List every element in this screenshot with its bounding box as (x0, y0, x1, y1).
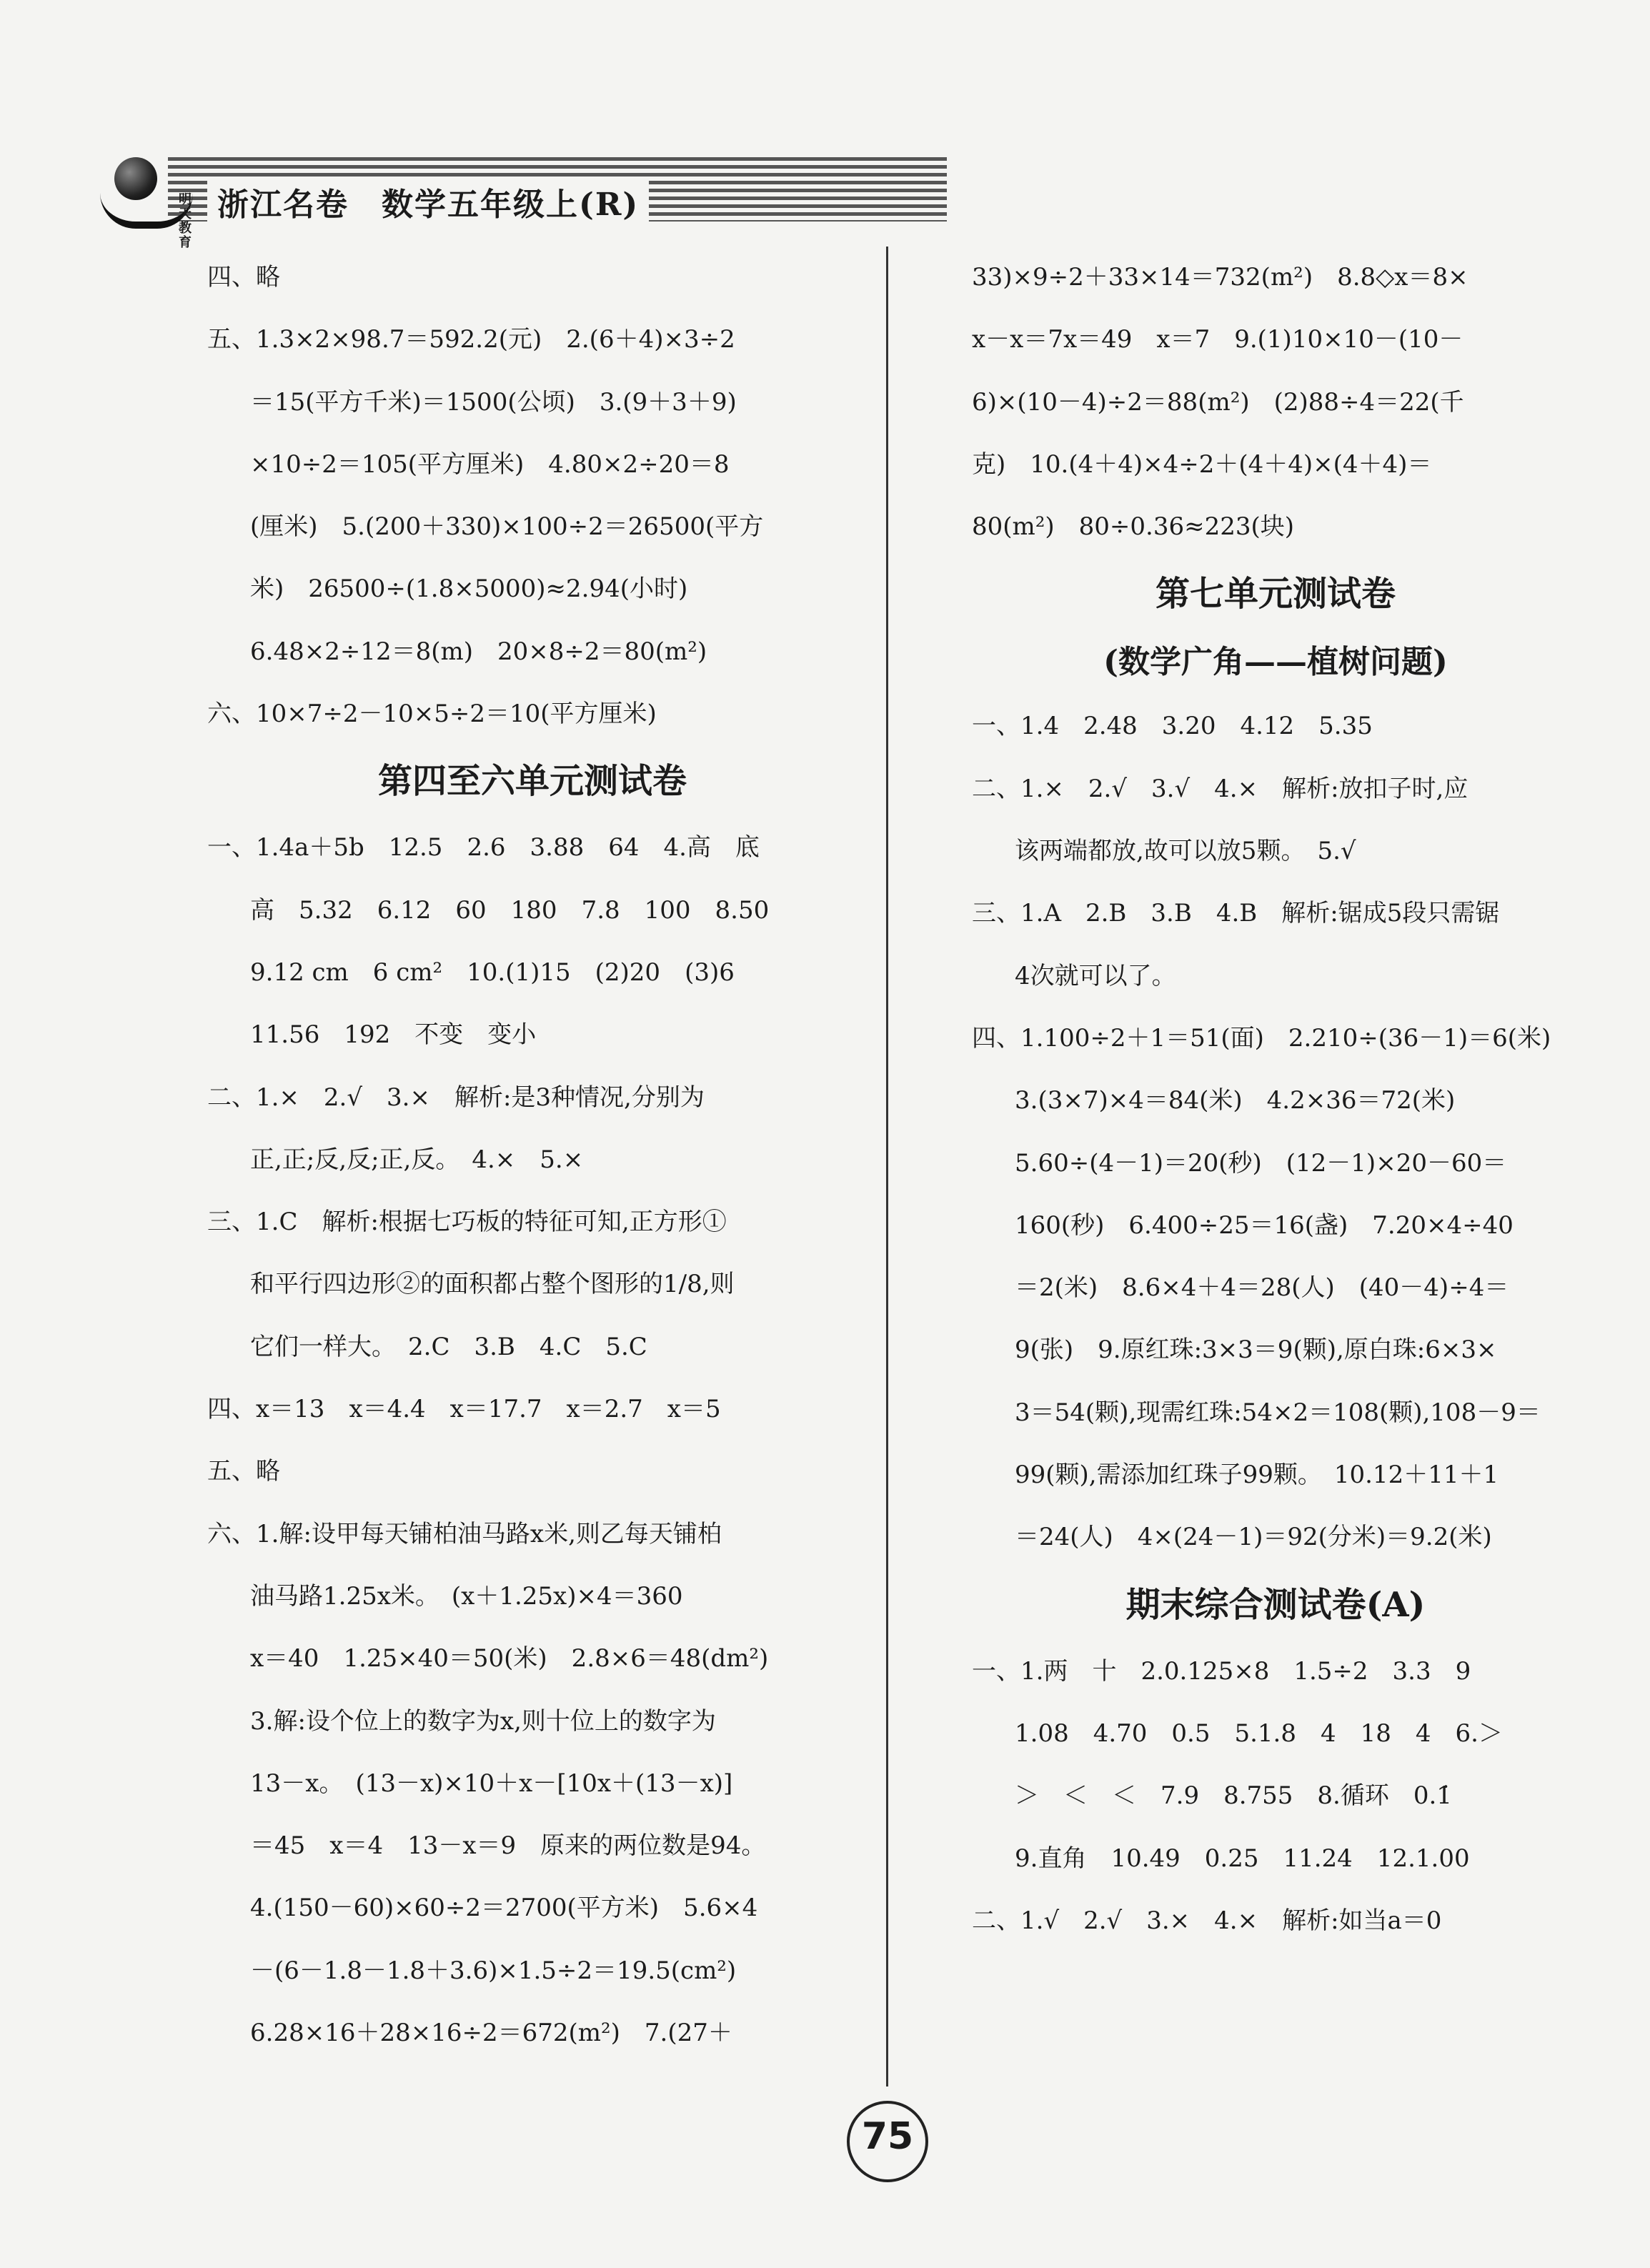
answer-line: 正,正;反,反;正,反。 4.× 5.× (250, 1145, 584, 1174)
answer-line: 四、x＝13 x＝4.4 x＝17.7 x＝2.7 x＝5 (207, 1395, 721, 1424)
answer-line: 4.(150－60)×60÷2＝2700(平方米) 5.6×4 (250, 1894, 758, 1923)
answer-line: 五、1.3×2×98.7＝592.2(元) 2.(6＋4)×3÷2 (207, 325, 735, 354)
section-title: 第四至六单元测试卷 (377, 761, 687, 802)
answer-line: 二、1.√ 2.√ 3.× 4.× 解析:如当a＝0 (972, 1906, 1442, 1935)
answer-line: 3.(3×7)×4＝84(米) 4.2×36＝72(米) (1015, 1086, 1456, 1115)
answer-line: 6)×(10－4)÷2＝88(m²) (2)88÷4＝22(千 (972, 387, 1464, 417)
answer-line: 一、1.两 十 2.0.125×8 1.5÷2 3.3 9 (972, 1656, 1471, 1686)
answer-line: 三、1.C 解析:根据七巧板的特征可知,正方形① (207, 1208, 727, 1237)
answer-line: ＝45 x＝4 13－x＝9 原来的两位数是94。 (250, 1831, 766, 1861)
section-subtitle: (数学广角——植树问题) (1103, 644, 1448, 681)
header-title: 浙江名卷 数学五年级上(R) (207, 179, 649, 224)
running-header (100, 143, 943, 250)
answer-line: ＝24(人) 4×(24－1)＝92(分米)＝9.2(米) (1015, 1523, 1492, 1552)
answer-line: 5.60÷(4－1)＝20(秒) (12－1)×20－60＝ (1015, 1148, 1507, 1178)
answer-line: x－x＝7x＝49 x＝7 9.(1)10×10－(10－ (972, 325, 1463, 354)
answer-line: 六、1.解:设甲每天铺柏油马路x米,则乙每天铺柏 (207, 1519, 722, 1548)
page-number: 75 (861, 2115, 914, 2158)
logo-subtitle: 明天教育 (179, 192, 192, 250)
answer-line: 9.直角 10.49 0.25 11.24 12.1.00 (1015, 1844, 1470, 1873)
answer-line: ＝15(平方千米)＝1500(公顷) 3.(9＋3＋9) (250, 387, 737, 417)
answer-line: 9(张) 9.原红珠:3×3＝9(颗),原白珠:6×3× (1015, 1336, 1497, 1365)
answer-line: 6.48×2÷12＝8(m) 20×8÷2＝80(m²) (250, 637, 707, 666)
column-divider (886, 247, 888, 2087)
answer-line: 四、略 (207, 263, 280, 292)
answer-line: ×10÷2＝105(平方厘米) 4.80×2÷20＝8 (250, 449, 730, 479)
answer-line: (厘米) 5.(200＋330)×100÷2＝26500(平方 (250, 512, 764, 542)
answer-line: 160(秒) 6.400÷25＝16(盏) 7.20×4÷40 (1015, 1210, 1514, 1240)
answer-line: 9.12 cm 6 cm² 10.(1)15 (2)20 (3)6 (250, 958, 735, 987)
answer-line: 13－x。 (13－x)×10＋x－[10x＋(13－x)] (250, 1769, 733, 1798)
section-title: 第七单元测试卷 (1155, 574, 1396, 615)
answer-line: ＞ ＜ ＜ 7.9 8.755 8.循环 0.1̇ (1015, 1781, 1452, 1811)
answer-line: 油马路1.25x米。 (x＋1.25x)×4＝360 (250, 1581, 683, 1611)
answer-line: ＝2(米) 8.6×4＋4＝28(人) (40－4)÷4＝ (1015, 1273, 1509, 1303)
answer-line: 80(m²) 80÷0.36≈223(块) (972, 512, 1295, 542)
answer-line: 4次就可以了。 (1015, 961, 1176, 990)
answer-line: 它们一样大。 2.C 3.B 4.C 5.C (250, 1332, 647, 1361)
answer-line: 三、1.A 2.B 3.B 4.B 解析:锯成5段只需锯 (972, 899, 1500, 928)
answer-line: 五、略 (207, 1457, 280, 1486)
answer-line: 3.解:设个位上的数字为x,则十位上的数字为 (250, 1706, 716, 1736)
section-title: 期末综合测试卷(A) (1125, 1584, 1426, 1625)
answer-line: 3＝54(颗),现需红珠:54×2＝108(颗),108－9＝ (1015, 1398, 1541, 1427)
left-column (207, 247, 858, 2064)
answer-line: x＝40 1.25×40＝50(米) 2.8×6＝48(dm²) (250, 1644, 769, 1673)
answer-line: 二、1.× 2.√ 3.× 解析:是3种情况,分别为 (207, 1083, 705, 1112)
answer-line: 一、1.4a＋5b 12.5 2.6 3.88 64 4.高 底 (207, 833, 760, 862)
answer-line: 六、10×7÷2－10×5÷2＝10(平方厘米) (207, 700, 657, 729)
answer-line: 二、1.× 2.√ 3.√ 4.× 解析:放扣子时,应 (972, 774, 1468, 803)
answer-line: 四、1.100÷2＋1＝51(面) 2.210÷(36－1)＝6(米) (972, 1023, 1551, 1053)
answer-line: 和平行四边形②的面积都占整个图形的1/8,则 (250, 1270, 735, 1299)
answer-line: 米) 26500÷(1.8×5000)≈2.94(小时) (250, 575, 688, 604)
answer-line: 99(颗),需添加红珠子99颗。 10.12＋11＋1 (1015, 1461, 1499, 1490)
answer-line: 33)×9÷2＋33×14＝732(m²) 8.8◇x＝8× (972, 263, 1468, 292)
answer-line: 克) 10.(4＋4)×4÷2＋(4＋4)×(4＋4)＝ (972, 449, 1432, 479)
answer-line: 6.28×16＋28×16÷2＝672(m²) 7.(27＋ (250, 2019, 732, 2048)
answer-line: 1.08 4.70 0.5 5.1.8 4 18 4 6.＞ (1015, 1719, 1503, 1748)
answer-line: 一、1.4 2.48 3.20 4.12 5.35 (972, 712, 1373, 741)
right-column (972, 247, 1579, 1952)
answer-line: 该两端都放,故可以放5颗。 5.√ (1015, 837, 1356, 866)
answer-line: －(6－1.8－1.8＋3.6)×1.5÷2＝19.5(cm²) (250, 1956, 737, 1985)
answer-line: 11.56 192 不变 变小 (250, 1020, 537, 1050)
answer-line: 高 5.32 6.12 60 180 7.8 100 8.50 (250, 895, 770, 925)
